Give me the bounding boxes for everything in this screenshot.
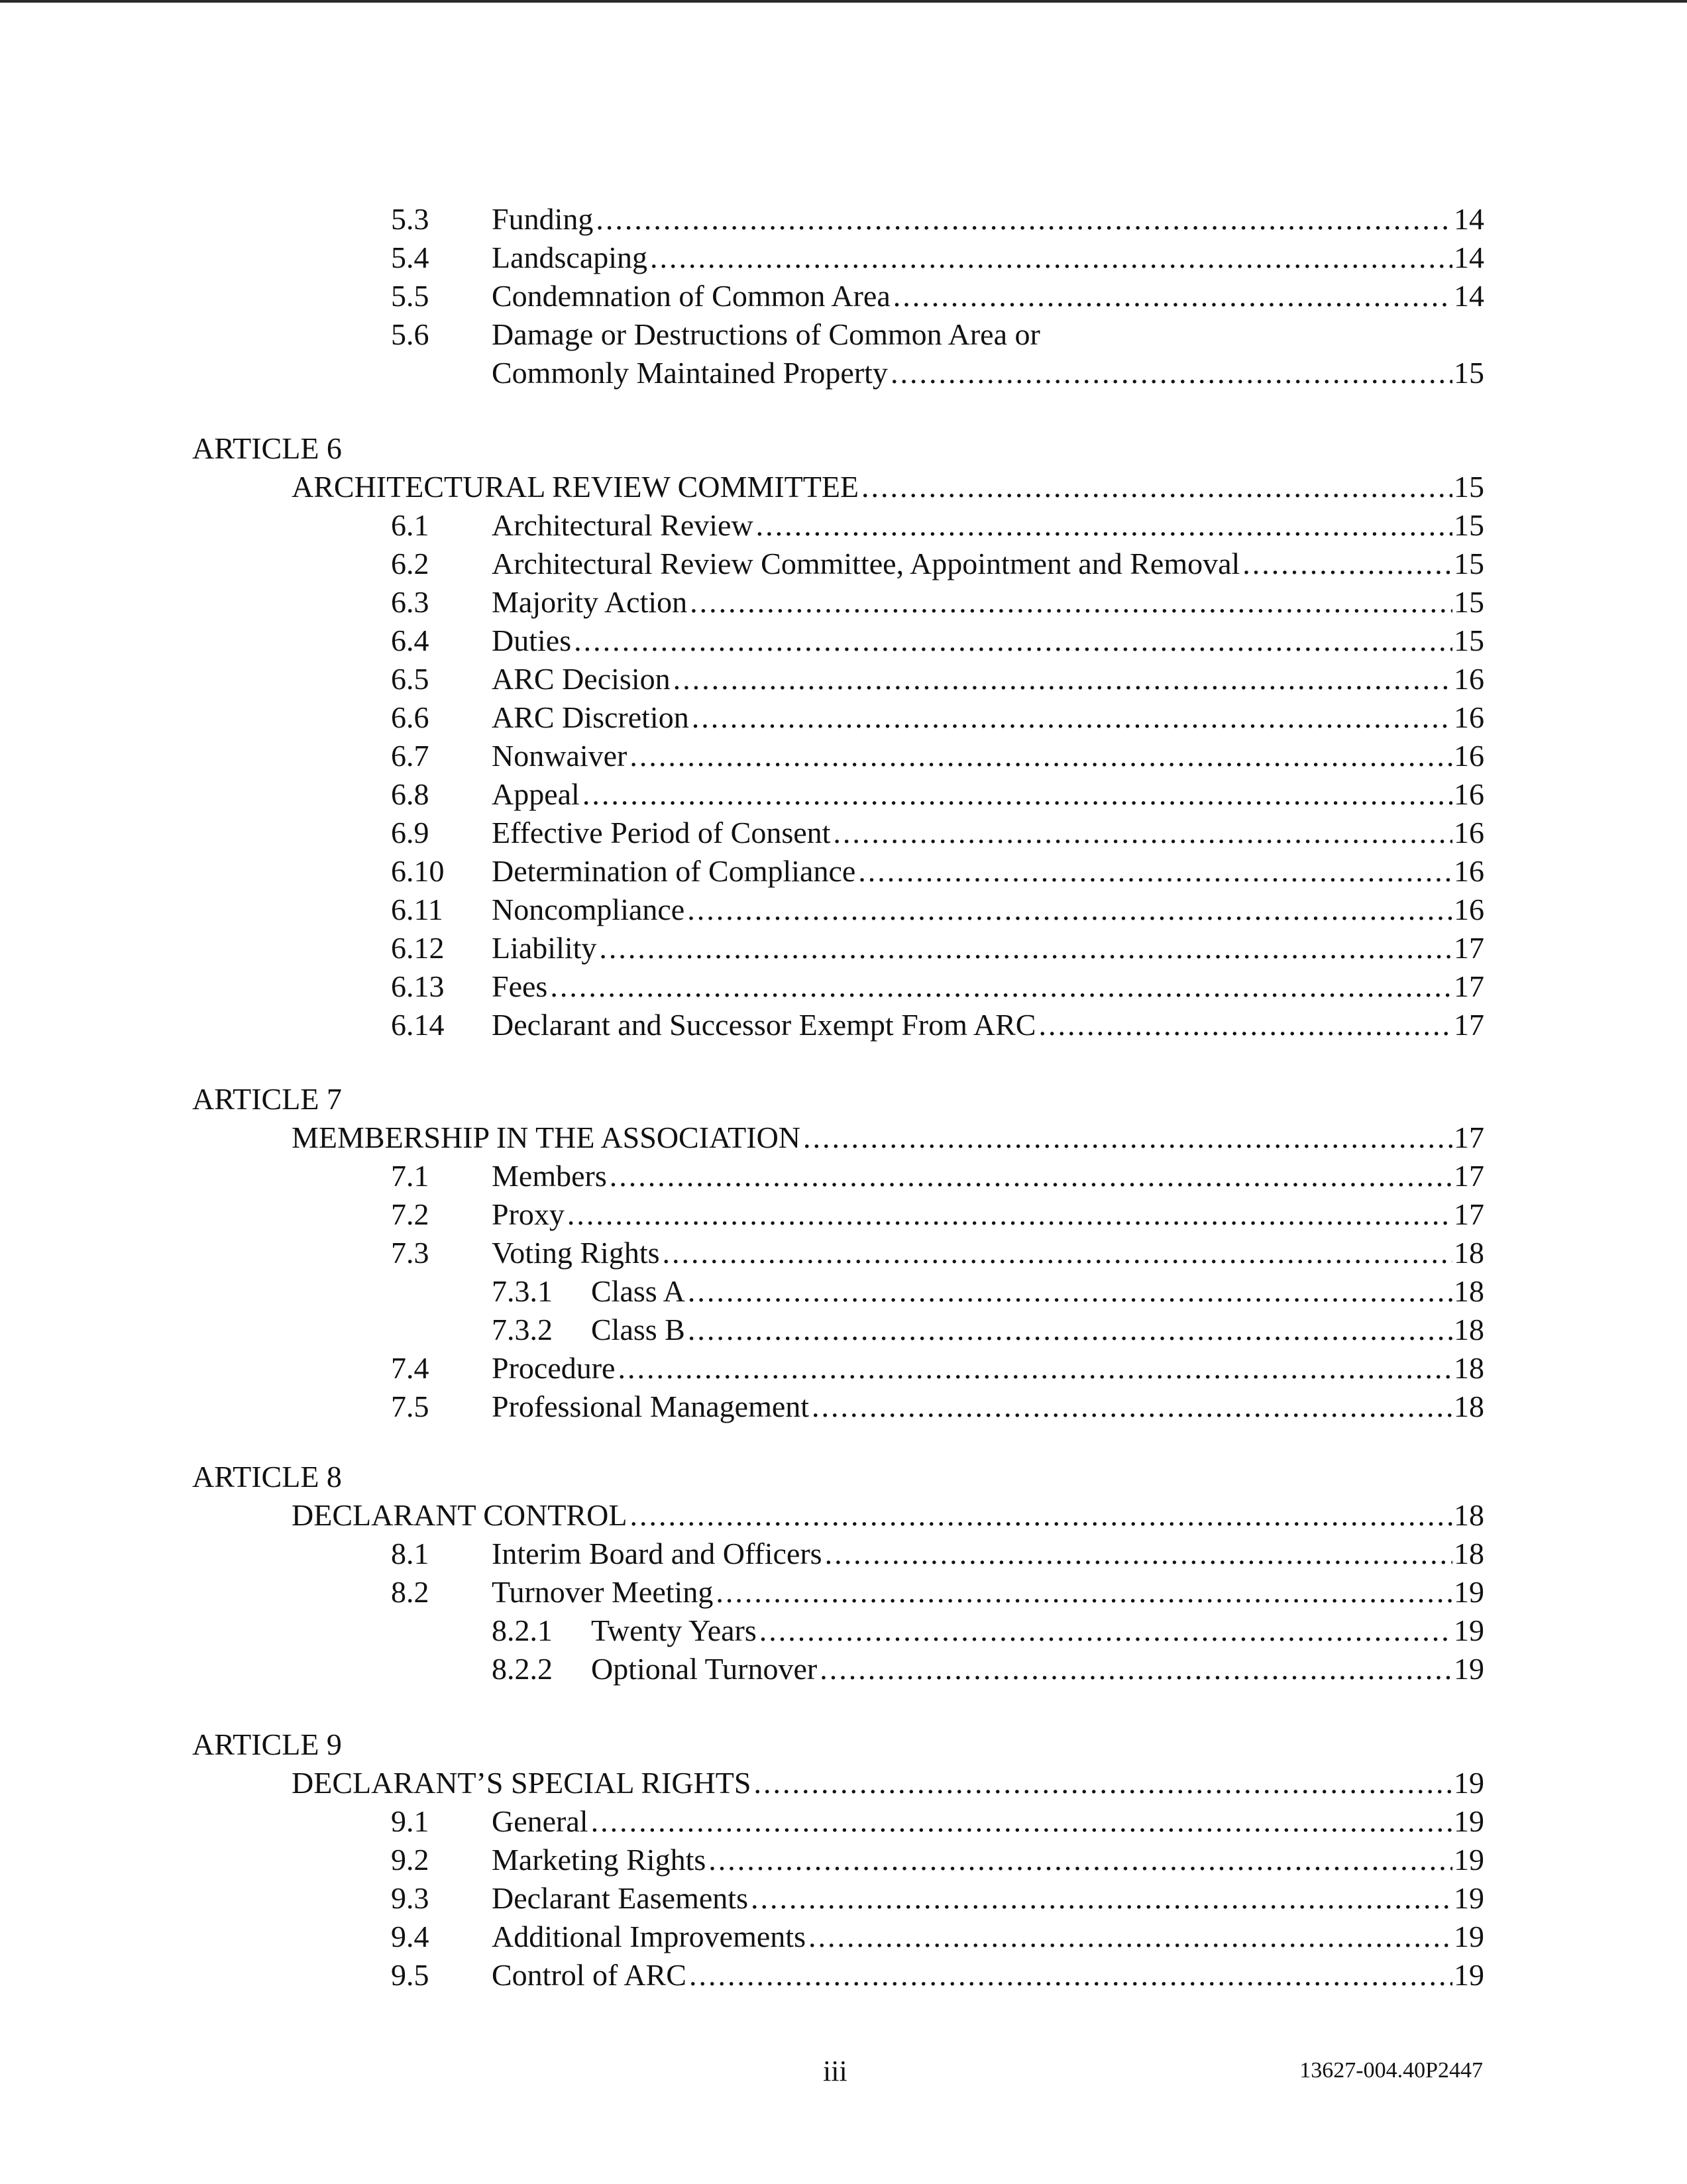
page-number: 19: [1454, 1958, 1484, 1992]
section-number: 9.1: [391, 1804, 429, 1838]
section-title: Optional Turnover: [591, 1652, 818, 1686]
page-number: 16: [1454, 816, 1484, 849]
section-title: Funding: [492, 202, 594, 236]
toc-subentry: [492, 1611, 1484, 1650]
article-label: ARTICLE 9: [192, 1727, 342, 1761]
toc-entry: [391, 1195, 1484, 1234]
section-number: 6.14: [391, 1008, 445, 1042]
section-title: Proxy: [492, 1197, 565, 1231]
section-title: Condemnation of Common Area: [492, 279, 891, 313]
section-title: Effective Period of Consent: [492, 816, 831, 849]
toc-entry: [391, 737, 1484, 775]
page-number: 16: [1454, 662, 1484, 696]
page-number: 15: [1454, 356, 1484, 390]
toc-entry: [391, 929, 1484, 967]
section-title: Class A: [591, 1274, 685, 1308]
section-title: Duties: [492, 624, 572, 657]
section-number: 6.13: [391, 969, 445, 1003]
toc-entry: [391, 1388, 1484, 1426]
section-number: 6.9: [391, 816, 429, 849]
toc-entry: [391, 891, 1484, 929]
page-number: 18: [1454, 1498, 1484, 1532]
page-number: 15: [1454, 547, 1484, 580]
toc-subentry: [492, 1311, 1484, 1349]
section-title: Fees: [492, 969, 548, 1003]
section-title: ARC Discretion: [492, 700, 689, 734]
section-title: Appeal: [492, 777, 580, 811]
toc-subentry: [492, 1272, 1484, 1311]
section-number: 8.2.1: [492, 1613, 553, 1647]
article-label: ARTICLE 7: [192, 1082, 342, 1116]
article-heading: [292, 468, 1484, 506]
article-title: ARCHITECTURAL REVIEW COMMITTEE: [292, 470, 859, 504]
section-number: 5.3: [391, 202, 429, 236]
page-number: 16: [1454, 854, 1484, 888]
section-number: 7.3.2: [492, 1313, 553, 1346]
section-number: 9.4: [391, 1920, 429, 1953]
section-number: 6.11: [391, 893, 443, 926]
section-title: Marketing Rights: [492, 1843, 706, 1877]
toc-entry: [391, 1535, 1484, 1573]
page-number: 17: [1454, 931, 1484, 965]
toc-entry: [391, 1956, 1484, 1994]
toc-entry: [391, 622, 1484, 660]
section-title: Professional Management: [492, 1390, 810, 1423]
article-heading: [292, 1119, 1484, 1157]
section-number: 5.5: [391, 279, 429, 313]
section-title: Voting Rights: [492, 1236, 660, 1270]
section-title: Twenty Years: [591, 1613, 757, 1647]
toc-subentry: [492, 1650, 1484, 1688]
section-number: 6.2: [391, 547, 429, 580]
section-title: Architectural Review: [492, 508, 753, 542]
page-number: 18: [1454, 1313, 1484, 1346]
toc-entry: [391, 775, 1484, 814]
toc-entry: [391, 354, 1484, 392]
section-title: Turnover Meeting: [492, 1575, 714, 1609]
toc-entry: [391, 200, 1484, 239]
section-number: 6.7: [391, 739, 429, 773]
toc-entry: [391, 1879, 1484, 1918]
page-number: 17: [1454, 1120, 1484, 1154]
page-number: 18: [1454, 1274, 1484, 1308]
section-title: Interim Board and Officers: [492, 1537, 822, 1570]
section-number: 5.4: [391, 241, 429, 274]
page-number: 15: [1454, 508, 1484, 542]
page-number: 16: [1454, 739, 1484, 773]
page-number: 18: [1454, 1351, 1484, 1385]
section-number: 5.6: [391, 317, 429, 351]
page-number: 19: [1454, 1613, 1484, 1647]
page-number: 19: [1454, 1881, 1484, 1915]
section-title: Members: [492, 1159, 607, 1193]
toc-entry: [391, 506, 1484, 545]
page-number: 15: [1454, 624, 1484, 657]
section-title: Liability: [492, 931, 597, 965]
toc-entry: [391, 277, 1484, 315]
page-number: 18: [1454, 1390, 1484, 1423]
section-title: Nonwaiver: [492, 739, 627, 773]
section-title: Control of ARC: [492, 1958, 686, 1992]
section-title: Landscaping: [492, 241, 648, 274]
toc-entry: [391, 545, 1484, 583]
page-number: 14: [1454, 279, 1484, 313]
page-number: 19: [1454, 1575, 1484, 1609]
toc-entry: [391, 852, 1484, 891]
article-title: DECLARANT’S SPECIAL RIGHTS: [292, 1766, 751, 1800]
document-code: 13627-004.40P2447: [1299, 2058, 1483, 2083]
toc-entry: [391, 1918, 1484, 1956]
section-number: 7.5: [391, 1390, 429, 1423]
toc-entry: [391, 239, 1484, 277]
page-number: 17: [1454, 969, 1484, 1003]
toc-entry: [391, 814, 1484, 852]
section-number: 6.3: [391, 585, 429, 619]
section-number: 6.6: [391, 700, 429, 734]
page-number: 18: [1454, 1537, 1484, 1570]
section-title: Declarant Easements: [492, 1881, 748, 1915]
page-number: 16: [1454, 777, 1484, 811]
section-number: 7.2: [391, 1197, 429, 1231]
page-number: 19: [1454, 1766, 1484, 1800]
toc-entry: [391, 660, 1484, 698]
section-number: 9.3: [391, 1881, 429, 1915]
page-number: 17: [1454, 1197, 1484, 1231]
toc-entry: [391, 583, 1484, 622]
section-number: 6.8: [391, 777, 429, 811]
page-number: 19: [1454, 1804, 1484, 1838]
section-title: Procedure: [492, 1351, 616, 1385]
page-number: 15: [1454, 470, 1484, 504]
page-number: 17: [1454, 1008, 1484, 1042]
section-title: ARC Decision: [492, 662, 671, 696]
section-title: Architectural Review Committee, Appointment and Removal: [492, 547, 1240, 580]
toc-entry: [391, 1349, 1484, 1388]
section-title: Majority Action: [492, 585, 688, 619]
toc-entry: [391, 1841, 1484, 1879]
section-title: Class B: [591, 1313, 685, 1346]
article-title: MEMBERSHIP IN THE ASSOCIATION: [292, 1120, 801, 1154]
toc-entry: [391, 1802, 1484, 1841]
page-number: 14: [1454, 241, 1484, 274]
section-title: Additional Improvements: [492, 1920, 806, 1953]
article-title: DECLARANT CONTROL: [292, 1498, 627, 1532]
section-title: Declarant and Successor Exempt From ARC: [492, 1008, 1036, 1042]
toc-entry: [391, 315, 1484, 354]
article-heading: [292, 1764, 1484, 1802]
toc-entry: [391, 1573, 1484, 1611]
section-number: 6.12: [391, 931, 445, 965]
section-number: 7.1: [391, 1159, 429, 1193]
section-title: Damage or Destructions of Common Area or: [492, 317, 1040, 351]
section-number: 6.10: [391, 854, 445, 888]
page-number: 17: [1454, 1159, 1484, 1193]
article-heading: [292, 1496, 1484, 1535]
page-number: 16: [1454, 893, 1484, 926]
page-number: 19: [1454, 1843, 1484, 1877]
toc-entry: [391, 698, 1484, 737]
page-number: 19: [1454, 1652, 1484, 1686]
page-number: 15: [1454, 585, 1484, 619]
section-number: 9.5: [391, 1958, 429, 1992]
section-number: 7.3: [391, 1236, 429, 1270]
section-title: Noncompliance: [492, 893, 685, 926]
section-number: 8.2.2: [492, 1652, 553, 1686]
section-title: General: [492, 1804, 588, 1838]
section-number: 6.4: [391, 624, 429, 657]
page-number: 18: [1454, 1236, 1484, 1270]
page-number: 14: [1454, 202, 1484, 236]
article-label: ARTICLE 6: [192, 431, 342, 465]
toc-entry: [391, 1157, 1484, 1195]
section-number: 6.5: [391, 662, 429, 696]
section-number: 7.3.1: [492, 1274, 553, 1308]
section-number: 7.4: [391, 1351, 429, 1385]
section-number: 8.2: [391, 1575, 429, 1609]
page-number: 16: [1454, 700, 1484, 734]
page-number: 19: [1454, 1920, 1484, 1953]
toc-entry: [391, 1234, 1484, 1272]
section-title: Determination of Compliance: [492, 854, 856, 888]
section-title: Commonly Maintained Property: [492, 356, 888, 390]
section-number: 6.1: [391, 508, 429, 542]
page-number-footer: iii: [823, 2055, 847, 2087]
toc-entry: [391, 1006, 1484, 1044]
section-number: 9.2: [391, 1843, 429, 1877]
section-number: 8.1: [391, 1537, 429, 1570]
article-label: ARTICLE 8: [192, 1460, 342, 1494]
toc-entry: [391, 967, 1484, 1006]
